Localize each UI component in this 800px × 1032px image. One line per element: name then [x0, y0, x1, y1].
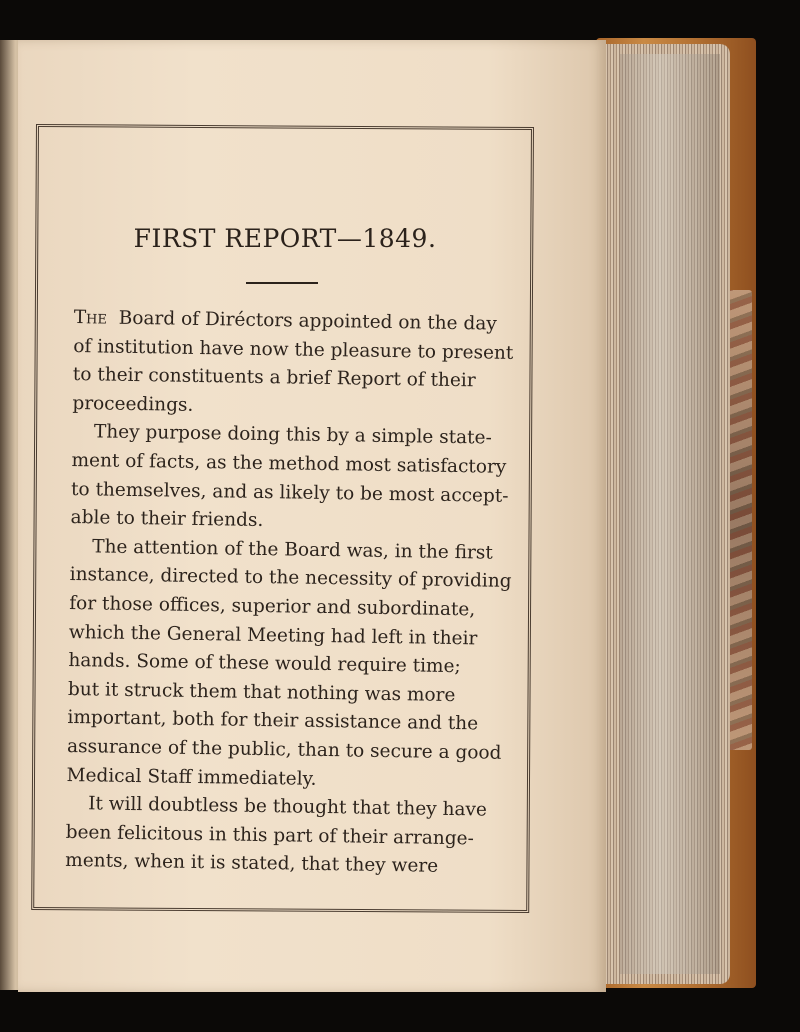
text-line: important, both for their assistance and the: [67, 707, 479, 735]
text-line: assurance of the public, than to secure a good: [66, 735, 502, 764]
report-text: [65, 304, 514, 882]
text-line: able to their friends.: [70, 507, 264, 532]
text-line: ment of facts, as the method most satisfactory: [71, 449, 507, 478]
text-line: hands. Some of these would require time;: [68, 650, 461, 678]
title-rule: [246, 282, 318, 284]
page-edges: [590, 44, 730, 984]
text-line: but it struck them that nothing was more: [67, 678, 456, 706]
lead-word: The: [73, 306, 108, 329]
text-line-content: Board of Diréctors appointed on the day: [118, 307, 497, 335]
text-line: instance, directed to the necessity of providing: [69, 564, 512, 593]
text-line: of institution have now the pleasure to present: [73, 335, 514, 364]
text-line: for those offices, superior and subordinate,: [69, 592, 476, 621]
text-line: to their constituents a brief Report of their: [72, 364, 476, 392]
text-line: proceedings.: [72, 392, 194, 416]
text-line: Medical Staff immediately.: [66, 764, 317, 790]
text-line: ments, when it is stated, that they were: [65, 850, 439, 878]
text-line: been felicitous in this part of their arrange-: [65, 821, 475, 850]
text-line: to themselves, and as likely to be most accept-: [70, 478, 509, 507]
text-line: which the General Meeting had left in their: [68, 621, 478, 649]
text-line: They purpose doing this by a simple state-: [93, 421, 492, 449]
text-line: The attention of the Board was, in the first: [92, 536, 493, 564]
text-line: It will doubtless be thought that they have: [87, 793, 488, 821]
page-title: FIRST REPORT—1849.: [133, 224, 437, 253]
